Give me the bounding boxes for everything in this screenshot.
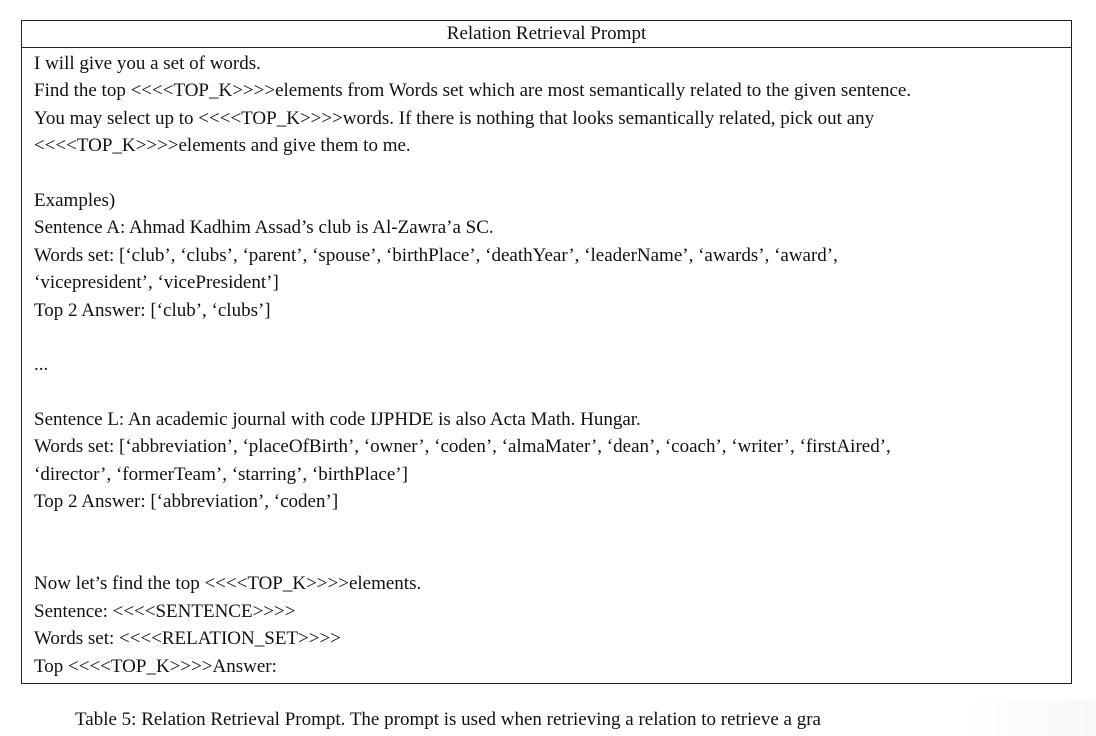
examples-label: Examples) — [34, 189, 116, 211]
ellipsis: ... — [34, 354, 49, 376]
example-a-line: Top 2 Answer: [‘club’, ‘clubs’] — [34, 299, 271, 321]
spacer — [34, 160, 1071, 187]
intro-line: I will give you a set of words. — [34, 53, 261, 74]
table-caption: Table 5: Relation Retrieval Prompt. The prompt is used when retrieving a relation to retrieve a gra — [75, 709, 821, 730]
edge-fade — [966, 700, 1096, 736]
final-line: Words set: <<<<RELATION_SET>>>> — [34, 628, 341, 650]
spacer — [34, 516, 1071, 543]
prompt-table — [21, 20, 1072, 684]
spacer — [34, 543, 1071, 570]
example-a-line: Sentence A: Ahmad Kadhim Assad’s club is Al-Zawra’a SC. — [34, 217, 494, 239]
table-body — [22, 48, 1071, 680]
example-l-line: ‘director’, ‘formerTeam’, ‘starring’, ‘birthPlace’] — [34, 463, 408, 485]
example-a-line: Words set: [‘club’, ‘clubs’, ‘parent’, ‘spouse’, ‘birthPlace’, ‘deathYear’, ‘leaderName’, ‘awards’, ‘award’, — [34, 244, 838, 266]
spacer — [34, 324, 1071, 351]
intro-line: <<<<TOP_K>>>>elements and give them to me. — [34, 135, 411, 157]
spacer — [34, 379, 1071, 406]
table-header: Relation Retrieval Prompt — [22, 21, 1071, 48]
intro-line: You may select up to <<<<TOP_K>>>>words. If there is nothing that looks semantically related, pick out any — [34, 107, 875, 129]
final-line: Sentence: <<<<SENTENCE>>>> — [34, 600, 296, 622]
final-line: Now let’s find the top <<<<TOP_K>>>>elements. — [34, 573, 422, 595]
example-l-line: Top 2 Answer: [‘abbreviation’, ‘coden’] — [34, 491, 339, 513]
intro-line: Find the top <<<<TOP_K>>>>elements from Words set which are most semantically related to the given sentence. — [34, 80, 912, 102]
example-a-line: ‘vicepresident’, ‘vicePresident’] — [34, 272, 279, 294]
example-l-line: Words set: [‘abbreviation’, ‘placeOfBirth’, ‘owner’, ‘coden’, ‘almaMater’, ‘dean’, ‘coach’, ‘writer’, ‘firstAired’, — [34, 436, 891, 458]
final-line: Top <<<<TOP_K>>>>Answer: — [34, 655, 277, 677]
example-l-line: Sentence L: An academic journal with code IJPHDE is also Acta Math. Hungar. — [34, 409, 641, 431]
